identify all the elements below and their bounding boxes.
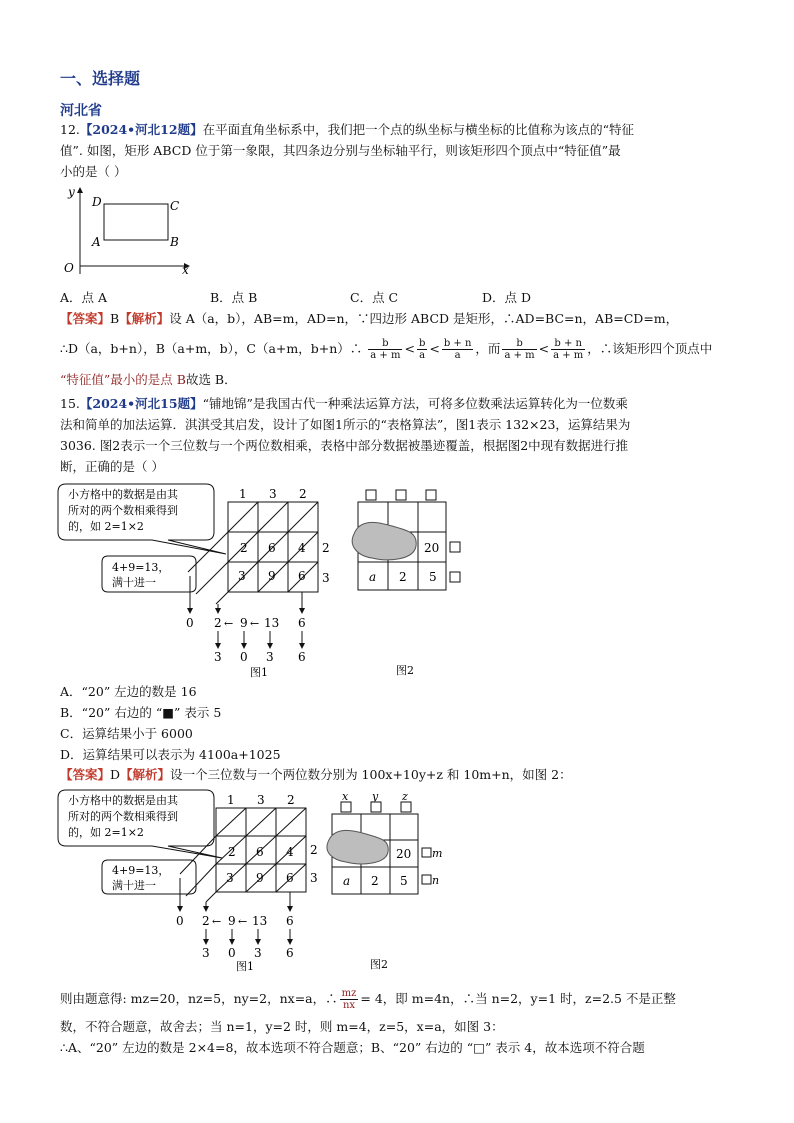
- bubble1-line2: 所对的两个数相乘得到: [68, 810, 178, 823]
- q15-figure1: [56, 476, 356, 682]
- q15-answer-line1: [60, 765, 740, 785]
- bubble1-line3: 的，如 2=1×2: [68, 520, 144, 533]
- label-n: n: [432, 874, 440, 887]
- numerator: b + n: [551, 338, 585, 350]
- point-c-label: C: [170, 199, 180, 213]
- top-digit-1: 1: [239, 487, 247, 501]
- bubble2-line2: 满十进一: [112, 576, 156, 589]
- fraction: [368, 338, 402, 361]
- cell-20: 20: [424, 541, 440, 555]
- q15-solution-line2: 数，不符合题意，故舍去；当 n=1，y=2 时，则 m=4，z=5，x=a，如图 3：: [60, 1019, 504, 1034]
- q15-option-c[interactable]: C．运算结果小于 6000: [60, 726, 193, 741]
- denominator: a + m: [370, 350, 401, 361]
- q12-coordinate-figure: [58, 182, 208, 278]
- right-digit-1: 2: [322, 541, 330, 555]
- cell-r2c3: 6: [286, 871, 294, 885]
- fraction: [551, 338, 585, 361]
- result-digit-0: 0: [176, 914, 184, 928]
- numerator: b + n: [443, 338, 472, 349]
- result-digit-0: 0: [186, 616, 194, 630]
- q15-line2: 法和简单的加法运算．淇淇受其启发，设计了如图1所示的“表格算法”，图1表示 132×23，运算结果为: [60, 417, 631, 432]
- right-digit-2: 3: [322, 571, 330, 585]
- final-digit-4: 6: [298, 650, 306, 664]
- q12-line3: 小的是（ ）: [60, 164, 127, 179]
- bubble1-line3: 的，如 2=1×2: [68, 826, 144, 839]
- final-digit-3: 3: [254, 946, 262, 960]
- ink-blot: [327, 830, 388, 863]
- final-digit-2: 0: [228, 946, 236, 960]
- cell-r2c1: 3: [226, 871, 234, 885]
- bubble2-line2: 满十进一: [112, 879, 156, 892]
- result-digit-9: 9: [228, 914, 236, 928]
- carry-arrow-left: ←: [238, 915, 248, 928]
- result-digit-13: 13: [264, 616, 280, 630]
- denominator: a: [419, 350, 426, 361]
- top-digit-3: 2: [287, 793, 295, 807]
- q15-option-a[interactable]: A．“20” 左边的数是 16: [60, 684, 197, 699]
- final-digit-1: 3: [202, 946, 210, 960]
- carry-arrow-left: ←: [212, 915, 222, 928]
- answer-tag: 【答案】: [60, 767, 111, 782]
- q12-option-b[interactable]: B．点 B: [210, 290, 258, 305]
- cell-r1c1: 2: [240, 541, 248, 555]
- analysis-tag: 【解析】: [119, 311, 170, 326]
- y-axis-label: y: [68, 185, 75, 199]
- cell-r2c1: 3: [238, 569, 246, 583]
- q15-source-tag: 【2024•河北15题】: [79, 396, 203, 411]
- cell-a: a: [369, 570, 377, 584]
- right-digit-2: 3: [310, 871, 318, 885]
- q15-answer-figure1: [56, 786, 356, 976]
- right-digit-1: 2: [310, 843, 318, 857]
- top-digit-3: 2: [299, 487, 307, 501]
- figure2-caption: 图2: [396, 664, 414, 677]
- top-digit-1: 1: [227, 793, 235, 807]
- label-y: y: [372, 790, 379, 803]
- origin-label: O: [64, 261, 74, 275]
- result-digit-13: 13: [252, 914, 268, 928]
- q15-number: 15.: [60, 396, 80, 411]
- denominator: a + m: [553, 350, 584, 361]
- label-x: x: [342, 790, 349, 803]
- q15-answer-figure2: [326, 786, 456, 976]
- final-digit-1: 3: [214, 650, 222, 664]
- fraction: [442, 338, 474, 361]
- cell-5: 5: [400, 874, 408, 888]
- final-digit-3: 3: [266, 650, 274, 664]
- province-heading: 河北省: [60, 103, 102, 119]
- carry-arrow-left: ←: [250, 617, 260, 630]
- cell-r1c2: 6: [268, 541, 276, 555]
- cell-r2c2: 9: [268, 569, 276, 583]
- cell-20: 20: [396, 847, 412, 861]
- q12-option-d[interactable]: D．点 D: [482, 290, 532, 305]
- final-digit-2: 0: [240, 650, 248, 664]
- cell-2: 2: [371, 874, 379, 888]
- q15-solution-1a: 则由题意得: mz=20，nz=5，ny=2，nx=a，∴: [60, 991, 338, 1006]
- cell-r2c3: 6: [298, 569, 306, 583]
- label-z: z: [402, 790, 408, 803]
- q15-answer-letter: D: [110, 767, 121, 782]
- bubble1-line1: 小方格中的数据是由其: [68, 794, 178, 807]
- q12-answer-line2: ∴D（a，b+n），B（a+m，b），C（a+m，b+n）∴ $\frac{b}{a + m}$ < $\frac{b}{a}$ < $\frac{b + n}{a}$ ，而 $\frac{b}{a + m}$ < $\frac{b + n}{a + m}$ ，∴该矩形四个顶点中: [60, 338, 713, 361]
- q15-solution-line1: [60, 985, 740, 1013]
- ink-blot: [352, 522, 416, 559]
- cell-r1c1: 2: [228, 845, 236, 859]
- q15-analysis-1: 设一个三位数与一个两位数分别为 100x+10y+z 和 10m+n，如图 2：: [170, 767, 572, 782]
- q12-analysis-2a: ∴D（a，b+n），B（a+m，b），C（a+m，b+n）∴: [60, 341, 363, 356]
- cell-r2c2: 9: [256, 871, 264, 885]
- q15-line3: 3036. 图2表示一个三位数与一个两位数相乘，表格中部分数据被墨迹覆盖，根据图2中现有数据进行推: [60, 438, 629, 453]
- denominator: a + m: [504, 350, 535, 361]
- q12-option-c[interactable]: C．点 C: [350, 290, 399, 305]
- result-digit-2: 2: [214, 616, 222, 630]
- bubble2-line1: 4+9=13，: [112, 561, 170, 574]
- denominator: a: [454, 350, 461, 361]
- q12-analysis-1: 设 A（a，b），AB=m，AD=n，∵四边形 ABCD 是矩形，∴AD=BC=n，AB=CD=m，: [169, 311, 679, 326]
- q12-number: 12.: [60, 122, 80, 137]
- q12-analysis-2b: ，而: [475, 341, 501, 356]
- fraction: [340, 988, 359, 1011]
- q15-option-b[interactable]: B．“20” 右边的 “■” 表示 5: [60, 705, 222, 720]
- numerator: b: [502, 338, 536, 350]
- top-digit-2: 3: [257, 793, 265, 807]
- q15-option-d[interactable]: D．运算结果可以表示为 4100a+1025: [60, 747, 281, 762]
- bubble1-line1: 小方格中的数据是由其: [68, 488, 178, 501]
- cell-2: 2: [399, 570, 407, 584]
- q12-line2: 值”. 如图，矩形 ABCD 位于第一象限，其四条边分别与坐标轴平行，则该矩形四个顶点中“特征值”最: [60, 143, 621, 158]
- answer-tag: 【答案】: [60, 311, 111, 326]
- point-a-label: A: [92, 235, 101, 249]
- q12-answer-letter: B: [110, 311, 120, 326]
- section-title: 一、选择题: [60, 69, 141, 88]
- analysis-tag: 【解析】: [120, 767, 171, 782]
- cell-r1c3: 4: [298, 541, 306, 555]
- top-digit-2: 3: [269, 487, 277, 501]
- label-m: m: [432, 847, 443, 860]
- bubble2-line1: 4+9=13，: [112, 864, 170, 877]
- q12-analysis-2c: ，∴该矩形四个顶点中: [587, 341, 713, 356]
- result-digit-6: 6: [298, 616, 306, 630]
- q15-stem-1: “铺地锦”是我国古代一种乘法运算方法，可将多位数乘法运算转化为一位数乘: [202, 396, 628, 411]
- q12-stem-1: 在平面直角坐标系中，我们把一个点的纵坐标与横坐标的比值称为该点的“特征: [202, 122, 634, 137]
- denominator: nx: [342, 1000, 356, 1011]
- q15-line4: 断，正确的是（ ）: [60, 459, 164, 474]
- q15-figure2: [348, 484, 468, 680]
- figure2-caption: 图2: [370, 958, 388, 971]
- numerator: b: [368, 338, 402, 350]
- cell-r1c3: 4: [286, 845, 294, 859]
- point-b-label: B: [170, 235, 179, 249]
- result-digit-9: 9: [240, 616, 248, 630]
- cell-a: a: [343, 874, 351, 888]
- q15-solution-line3: ∴A、“20” 左边的数是 2×4=8，故本选项不符合题意；B、“20” 右边的 “□” 表示 4，故本选项不符合题: [60, 1040, 645, 1055]
- q12-option-a[interactable]: A．点 A: [60, 290, 108, 305]
- figure1-caption: 图1: [236, 960, 254, 973]
- cell-5: 5: [429, 570, 437, 584]
- q12-analysis-3b: 故选 B．: [185, 372, 237, 387]
- q12-answer-line1: [60, 309, 740, 329]
- fraction: [417, 338, 427, 361]
- final-digit-4: 6: [286, 946, 294, 960]
- result-digit-2: 2: [202, 914, 210, 928]
- q15-solution-1b: = 4，即 m=4n，∴当 n=2，y=1 时，z=2.5 不是正整: [360, 991, 676, 1006]
- carry-arrow-left: ←: [224, 617, 234, 630]
- point-d-label: D: [92, 195, 102, 209]
- numerator: b: [418, 338, 426, 349]
- bubble1-line2: 所对的两个数相乘得到: [68, 504, 178, 517]
- q12-source-tag: 【2024•河北12题】: [79, 122, 203, 137]
- q12-line1: [60, 120, 740, 140]
- cell-r1c2: 6: [256, 845, 264, 859]
- q12-answer-line3: [60, 370, 740, 390]
- q12-analysis-3a: “特征值”最小的是点 B: [60, 372, 186, 387]
- figure1-caption: 图1: [250, 666, 268, 679]
- q15-line1: [60, 394, 740, 414]
- numerator: mz: [341, 988, 357, 999]
- x-axis-label: x: [182, 263, 189, 277]
- result-digit-6: 6: [286, 914, 294, 928]
- fraction: [502, 338, 536, 361]
